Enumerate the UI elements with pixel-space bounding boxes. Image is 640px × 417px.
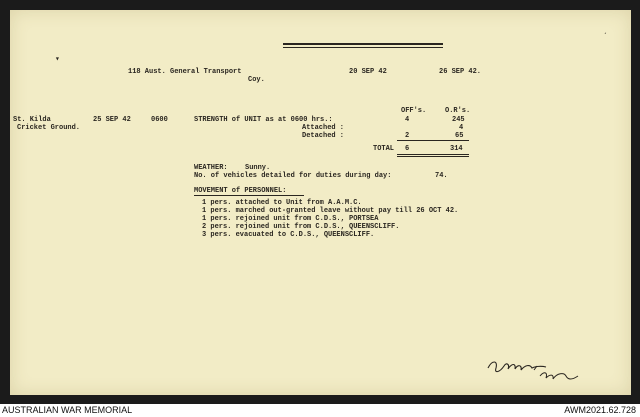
footer-credit: AUSTRALIAN WAR MEMORIAL [2,405,133,415]
attached-label: Attached : [302,124,345,132]
movement-item-1: 1 pers. marched out-granted leave without pay till 26 OCT 42. [202,207,459,215]
movement-item-3: 2 pers. rejoined unit from C.D.S., QUEENSCLIFF. [202,223,400,231]
vehicles-label: No. of vehicles detailed for duties during day: [194,172,392,180]
handwritten-signature [484,356,584,386]
entry-time: 0600 [151,116,168,124]
header-rule-bottom [283,47,443,48]
strength-ors-0: 245 [452,116,465,124]
date-from: 20 SEP 42 [349,68,387,76]
movement-item-2: 1 pers. rejoined unit from C.D.S., PORTSEA [202,215,379,223]
date-to: 26 SEP 42. [439,68,482,76]
total-officers: 6 [405,145,410,153]
weather-label: WEATHER: [194,164,228,172]
margin-mark-left: ▾ [55,55,60,64]
margin-mark-right: ˊ [603,33,608,42]
detached-label: Detached : [302,132,345,140]
total-label: TOTAL [373,145,395,153]
strength-ors-1: 4 [459,124,464,132]
movement-item-0: 1 pers. attached to Unit from A.A.M.C. [202,199,362,207]
header-rule-top [283,43,443,45]
strength-ors-2: 65 [455,132,464,140]
movement-item-4: 3 pers. evacuated to C.D.S., QUEENSCLIFF. [202,231,375,239]
total-other-ranks: 314 [450,145,463,153]
place-line-1: St. Kilda [13,116,51,124]
weather-value: Sunny. [245,164,271,172]
movement-heading: MOVEMENT of PERSONNEL: [194,187,287,195]
place-line-2: Cricket Ground. [17,124,81,132]
movement-heading-underline [194,195,304,196]
col-header-other-ranks: O.R's. [445,107,471,115]
vehicles-value: 74. [435,172,448,180]
footer-accession-number: AWM2021.62.728 [564,405,636,415]
total-rule-bottom-2 [397,156,469,157]
unit-name-cont: Coy. [248,76,265,84]
unit-name: 118 Aust. General Transport [128,68,242,76]
strength-title: STRENGTH of UNIT as at 0600 hrs.: [194,116,333,124]
entry-date: 25 SEP 42 [93,116,131,124]
total-rule-top [397,140,469,141]
total-rule-bottom-1 [397,154,469,155]
strength-offs-2: 2 [405,132,410,140]
strength-offs-0: 4 [405,116,410,124]
col-header-officers: OFF's. [401,107,427,115]
